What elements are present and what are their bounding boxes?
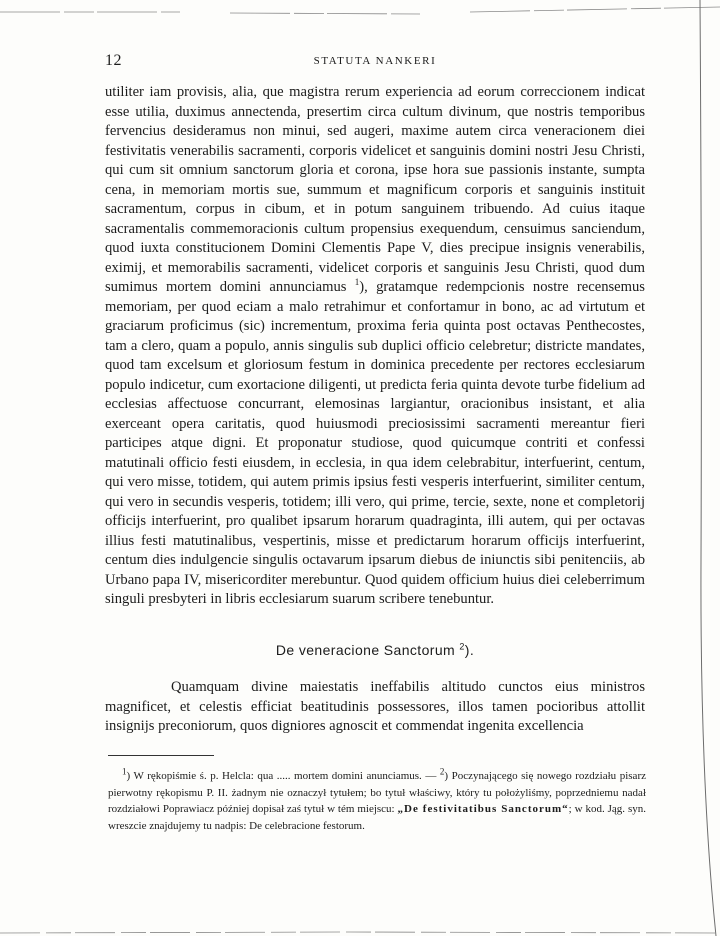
page-number: 12	[105, 52, 122, 69]
page-bottom-edge-line	[0, 922, 720, 936]
paragraph-1-text-b: ), gratamque redempcionis nostre recensemus memoriam, per quod eciam a malo retrahimur et confortamur in bono, ac ad virtutum et graciarum proficimus (sic) incrementum, proxima feria quinta post octavas Penthecostes, tam a clero, quam a populo, annis singulis sub duplici officio celebretur; districte mandates, quod tam excelsum et gloriosum festum in dominica precedente per rectores ecclesiarum populo indicetur, cum exortacione diligenti, ut predicta feria quinta devote turbe fidelium ad ecclesias affectuose concurrant, elemosinas largiantur, oracionibus insistant, et alia exerceant opera caritatis, quod huiusmodi preciosissimi sacramenti mereantur fieri participes atque digni. Et proponatur studiose, quod quicumque contriti et confessi matutinali officio festi eiusdem, in ecclesia, in qua idem celebrabitur, interfuerint, centum, qui vero misse, totidem, qui autem primis ipsius festi vesperis interfuerint, similiter centum, qui vero in secundis vesperis, totidem; illi vero, qui prime, tercie, sexte, none et completorij officijs interfuerint, pro qualibet ipsarum horarum quadraginta, illi autem, qui per octavas illius festi matutinalibus, vespertinis, misse et predictarum horarum officijs interfuerint, centum dies indulgencie singulis octavarum ipsarum diebus de iniunctis sibi penitenciis, ab Urbano papa IV, misericorditer merebuntur. Quod quidem officium huius diei celeberrimum singuli presbyteri in libris ecclesiarum suarum scribere tenebuntur.	[105, 279, 645, 607]
footnote-ref-2: 2	[459, 641, 465, 652]
footnote-2-marker: 2	[439, 766, 445, 777]
footnote-2-tail: ; w kod. Jąg. syn. wreszcie znajdujemy tu nadpis: De celebracione festorum.	[108, 803, 647, 832]
page-right-edge-line	[690, 0, 720, 936]
footnote-ref-1: 1	[354, 277, 360, 288]
section-heading-suffix: ).	[464, 642, 475, 658]
section-heading	[105, 642, 645, 658]
footnote-1-marker: 1	[122, 766, 127, 777]
body-paragraph-1	[105, 83, 645, 610]
body-paragraph-2: Quamquam divine maiestatis ineffabilis altitudo cunctos eius ministros magnificet, et celestis efficiat beatitudinis possessores, illos tamen pocioribus attollit insignijs preconiorum, quos digniores agnoscit et commendat ingenita excellencia	[105, 679, 645, 734]
section-heading-text: De veneracione Sanctorum	[275, 642, 456, 658]
paragraph-1-text-a: utiliter iam provisis, alia, que magistra rerum experiencia ad eorum correccionem indicat esse utilia, duximus annectenda, presertim circa cultum divinum, que nostris temporibus fervencius desideramus non minui, sed augeri, maxime autem circa veneracionem diei festivitatis venerabilis sacramenti, corporis videlicet et sanguinis domini nostri Jesu Christi, qui cum sit omnium sanctorum gloria et corona, ipse hora sue passionis instante, sumpta cena, in memoriam mortis sue, summum et magnificum corporis et sanguinis instituit sacramentum, corpus in cibum, et in potum sanguinem tribuendo. Ad cuius itaque sacramentalis commemoracionis cultum propensius exequendum, censuimus sanciendum, quod iuxta constitucionem Domini Clementis Pape V, dies precipue insignis venerabilis, eximij, et memorabilis sacramenti, videlicet corporis et sanguinis Jesu Christi, quod dum sumimus mortem domini annunciamus	[105, 84, 645, 295]
footnote-1-text: ) W rękopiśmie ś. p. Helcla: qua ..... mortem domini anunciamus. —	[126, 770, 437, 782]
running-title: STATUTA NANKERI	[313, 55, 437, 67]
page-top-edge-line	[0, 3, 720, 17]
footnotes	[108, 768, 646, 834]
page-header	[105, 52, 645, 72]
footnote-divider	[108, 755, 214, 756]
footnote-2-text: ) Poczynającego się nowego rozdziału pisarz pierwotny rękopismu P. II. żadnym nie oznaczył tytułem; bo tytuł właściwy, który tu położyliśmy, poprzedniemu nadał rozdziałowi Poprawiacz później dopisał zaś tytuł w tém miejscu:	[108, 770, 646, 815]
footnote-2-quote: „De festivitatibus Sanctorum“	[397, 803, 569, 815]
